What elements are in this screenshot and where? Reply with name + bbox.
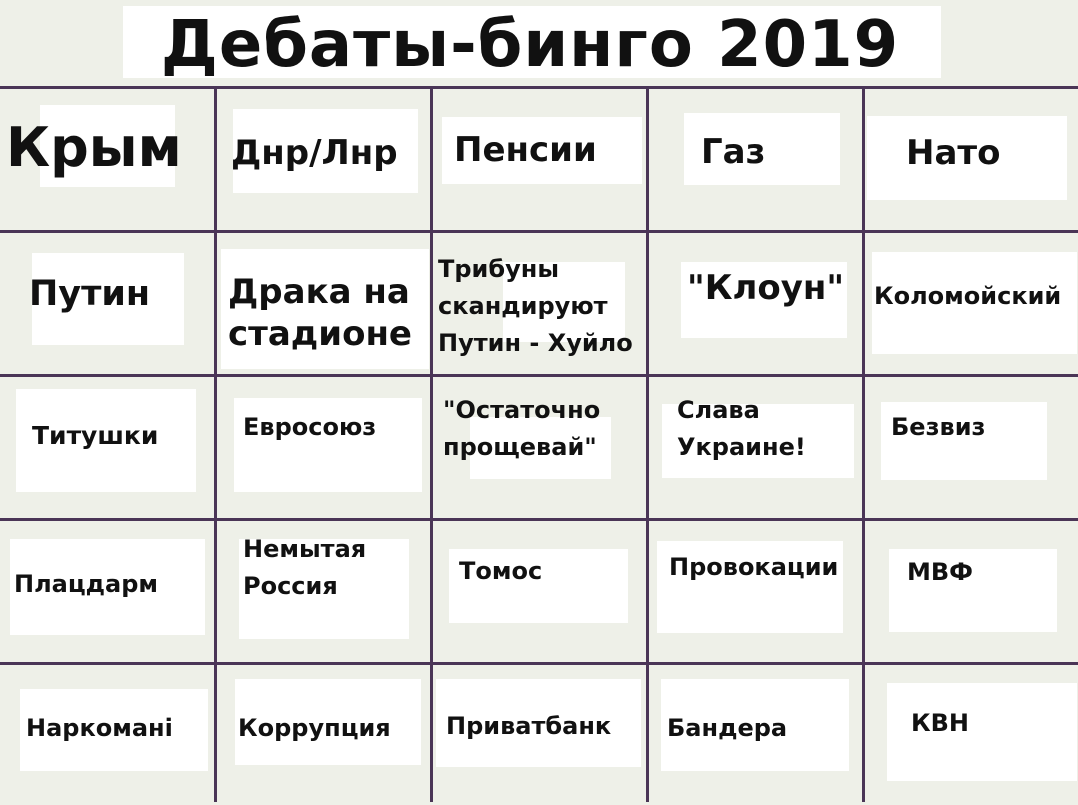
- bingo-grid: [0, 86, 1078, 802]
- cell-label: Евросоюз: [243, 413, 377, 441]
- bingo-cell: [433, 377, 645, 517]
- bingo-cell: [433, 89, 645, 229]
- cell-label: Слава Украине!: [677, 396, 806, 461]
- cell-label: Приватбанк: [446, 712, 612, 740]
- bingo-cell: [649, 665, 861, 805]
- bingo-cell: [0, 377, 212, 517]
- bingo-cell: [649, 233, 861, 373]
- bingo-cell: [865, 521, 1077, 661]
- cell-label: "Остаточно прощевай": [443, 396, 601, 461]
- cell-label: Путин: [29, 274, 151, 314]
- cell-label: Коррупция: [238, 714, 391, 742]
- bingo-cell: [0, 665, 212, 805]
- cell-label: Плацдарм: [14, 570, 159, 598]
- cell-label: Провокации: [669, 553, 839, 581]
- bingo-cell: [865, 665, 1077, 805]
- cell-label: МВФ: [907, 558, 973, 586]
- bingo-cell: [0, 233, 212, 373]
- bingo-cell: [649, 89, 861, 229]
- cell-label: Коломойский: [874, 282, 1062, 310]
- bingo-cell: [865, 89, 1077, 229]
- cell-label: "Клоун": [687, 268, 845, 308]
- cell-label: Наркомані: [26, 714, 173, 742]
- bingo-cell: [433, 233, 645, 373]
- bingo-cell: [217, 377, 429, 517]
- cell-label: Драка на стадионе: [228, 272, 412, 354]
- bingo-cell: [217, 521, 429, 661]
- bingo-cell: [865, 233, 1077, 373]
- bingo-cell: [649, 521, 861, 661]
- bingo-cell: [0, 521, 212, 661]
- cell-label: КВН: [911, 709, 969, 737]
- bingo-cell: [217, 89, 429, 229]
- cell-label: Бандера: [667, 714, 788, 742]
- cell-label: Пенсии: [454, 130, 597, 170]
- cell-label: Трибуны скандируют Путин - Хуйло: [438, 255, 633, 357]
- cell-label: Томос: [459, 557, 543, 585]
- cell-label: Крым: [6, 116, 182, 179]
- bingo-cell: [433, 665, 645, 805]
- bingo-cell: [217, 665, 429, 805]
- cell-label: Нато: [906, 133, 1001, 173]
- cell-label: Днр/Лнр: [231, 133, 398, 173]
- bingo-cell: [0, 89, 212, 229]
- bingo-cell: [217, 233, 429, 373]
- cell-label: Безвиз: [891, 413, 986, 441]
- bingo-cell: [649, 377, 861, 517]
- bingo-cell: [865, 377, 1077, 517]
- cell-label: Титушки: [32, 421, 159, 450]
- bingo-cell: [433, 521, 645, 661]
- cell-label: Немытая Россия: [243, 535, 367, 600]
- page-title: Дебаты-бинго 2019: [160, 8, 900, 82]
- cell-label: Газ: [701, 132, 766, 172]
